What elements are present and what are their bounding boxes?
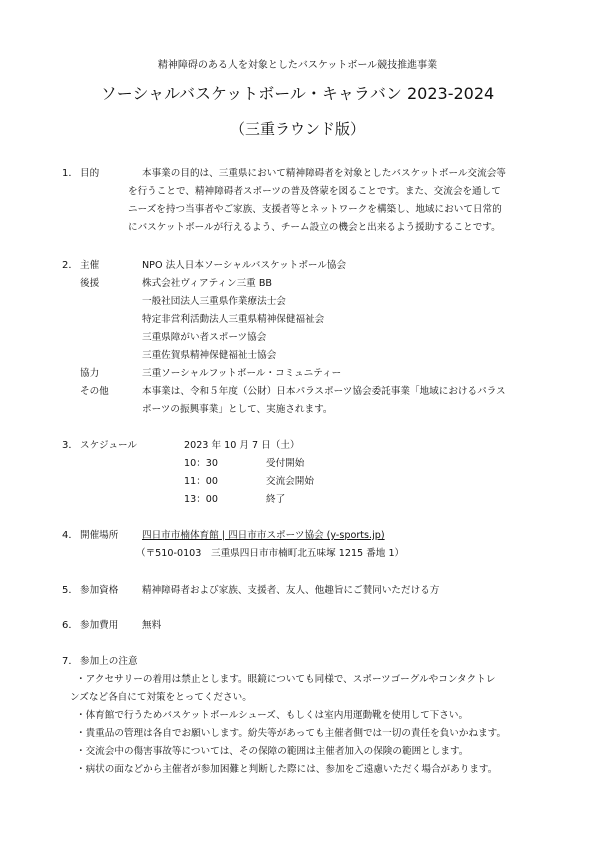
schedule-time: 11：00 (184, 476, 219, 487)
schedule-event: 終了 (266, 494, 286, 505)
purpose-line: を行うことで、精神障碍者スポーツの普及啓蒙を図ることです。また、交流会を通して (128, 186, 501, 197)
purpose-label: 目的 (80, 168, 100, 179)
schedule-label: スケジュール (80, 440, 137, 451)
other-line: ポーツの振興事業」として、実施されます。 (142, 404, 333, 415)
venue-address: （〒510-0103 三重県四日市市楠町北五味塚 1215 番地 1） (136, 548, 405, 559)
document-title: ソーシャルバスケットボール・キャラバン 2023-2024 (100, 84, 495, 103)
notes-item: ・体育館で行うためバスケットボールシューズ、もしくは室内用運動靴を使用して下さい。 (76, 710, 469, 721)
notes-item: ・貴重品の管理は各自でお願いします。紛失等があっても主催者側では一切の責任を負いかねます。 (76, 728, 507, 739)
venue-link[interactable]: 四日市市楠体育館 | 四日市市スポーツ協会 (y-sports.jp) (142, 530, 385, 541)
venue-label: 開催場所 (80, 530, 119, 541)
venue-number: 4． (62, 530, 79, 541)
schedule-event: 受付開始 (266, 458, 305, 469)
notes-label: 参加上の注意 (80, 656, 138, 667)
support-label: 後援 (80, 278, 100, 289)
host-label: 主催 (80, 260, 100, 271)
other-line: 本事業は、令和５年度（公財）日本パラスポーツ協会委託事業「地域におけるパラス (142, 386, 506, 397)
schedule-date: 2023 年 10 月 7 日（土） (184, 440, 300, 451)
schedule-time: 13：00 (184, 494, 219, 505)
purpose-line: にバスケットボールが行えるよう、チーム設立の機会と出来るよう援助することです。 (128, 222, 501, 233)
document-subtitle: 精神障碍のある人を対象としたバスケットボール競技推進事業 (157, 60, 438, 71)
fee-text: 無料 (142, 620, 162, 631)
host-name: NPO 法人日本ソーシャルバスケットボール協会 (142, 260, 347, 271)
purpose-line: ニーズを持つ当事者やご家族、支援者等とネットワークを構築し、地域において日常的 (128, 204, 502, 215)
coop-name: 三重ソーシャルフットボール・コミュニティー (142, 368, 342, 379)
coop-label: 協力 (80, 368, 100, 379)
purpose-number: 1． (62, 168, 79, 179)
schedule-event: 交流会開始 (266, 476, 314, 487)
document-edition: （三重ラウンド版） (229, 120, 365, 138)
notes-item: ・交流会中の傷害事故等については、その保障の範囲は主催者加入の保険の範囲とします。 (76, 746, 469, 757)
supporter-item: 一般社団法人三重県作業療法士会 (142, 296, 286, 307)
purpose-line: 本事業の目的は、三重県において精神障碍者を対象としたバスケットボール交流会等 (142, 168, 506, 179)
schedule-time: 10：30 (184, 458, 219, 469)
supporter-item: 特定非営利活動法人三重県精神保健福祉会 (142, 314, 325, 325)
eligibility-number: 5． (62, 585, 79, 596)
organizers-number: 2． (62, 260, 79, 271)
supporter-item: 三重佐賀県精神保健福祉士協会 (142, 350, 277, 361)
notes-item: ンズなど各自にて対策をとってください。 (70, 692, 252, 703)
fee-label: 参加費用 (80, 620, 119, 631)
fee-number: 6． (62, 620, 79, 631)
notes-number: 7． (62, 656, 79, 667)
eligibility-label: 参加資格 (80, 585, 119, 596)
notes-item: ・アクセサリーの着用は禁止とします。眼鏡についても同様で、スポーツゴーグルやコンタクトレ (76, 674, 496, 685)
supporter-item: 株式会社ヴィアティン三重 BB (142, 278, 272, 289)
schedule-number: 3． (62, 440, 79, 451)
notes-item: ・病状の面などから主催者が参加困難と判断した際には、参加をご遠慮いただく場合があります。 (76, 764, 498, 775)
supporter-item: 三重県障がい者スポーツ協会 (142, 332, 267, 343)
other-label: その他 (80, 386, 109, 397)
eligibility-text: 精神障碍者および家族、支援者、友人、他趣旨にご賛同いただける方 (142, 585, 440, 596)
